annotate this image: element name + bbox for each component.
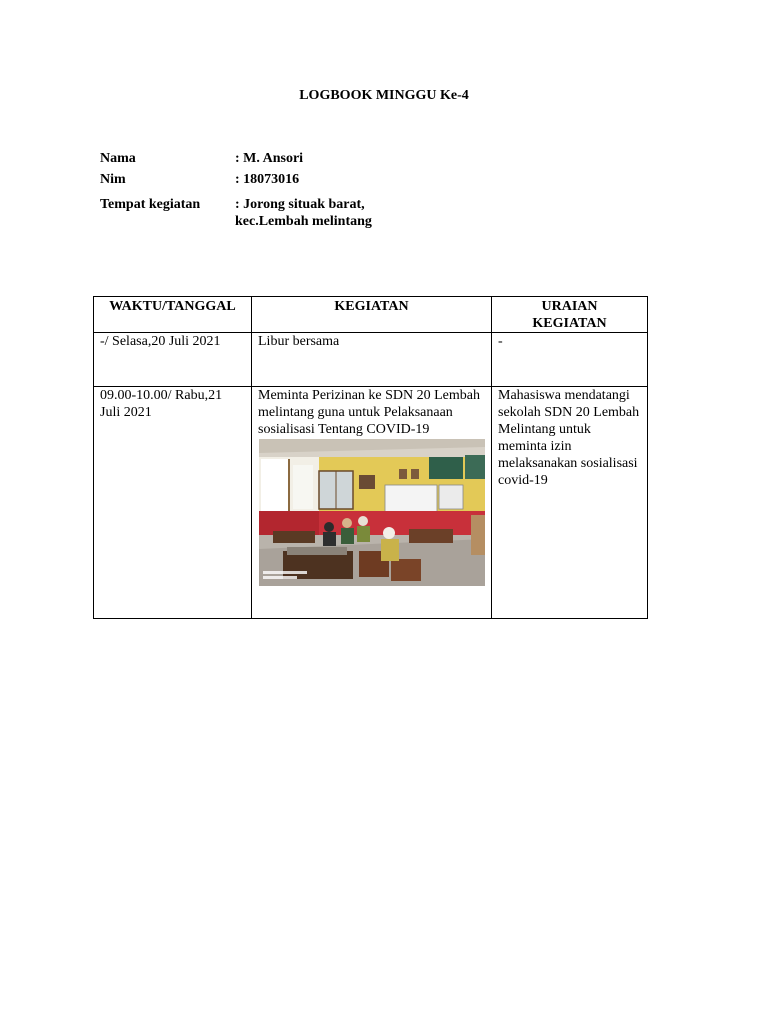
table-header-row <box>94 297 648 333</box>
table-row <box>94 387 648 619</box>
header-waktu: WAKTU/TANGGAL <box>94 297 252 333</box>
cell-uraian: Mahasiswa mendatangi sekolah SDN 20 Lembah Melintang untuk meminta izin melaksanakan sosialisasi covid-19 <box>492 387 648 619</box>
cell-waktu: 09.00-10.00/ Rabu,21 Juli 2021 <box>94 387 252 619</box>
tempat-label: Tempat kegiatan <box>100 197 201 212</box>
classroom-photo <box>259 439 485 586</box>
cell-uraian: - <box>492 333 648 387</box>
page-title: LOGBOOK MINGGU Ke-4 <box>299 88 469 103</box>
cell-kegiatan: Libur bersama <box>252 333 492 387</box>
nama-value: : M. Ansori <box>235 151 304 166</box>
nama-label: Nama <box>100 151 136 166</box>
tempat-value-line2: kec.Lembah melintang <box>235 214 372 229</box>
cell-kegiatan-with-photo <box>252 387 492 619</box>
cell-kegiatan: Meminta Perizinan ke SDN 20 Lembah melintang guna untuk Pelaksanaan sosialisasi Tentang COVID-19 <box>258 388 481 437</box>
header-kegiatan: KEGIATAN <box>252 297 492 333</box>
cell-waktu: -/ Selasa,20 Juli 2021 <box>94 333 252 387</box>
nim-label: Nim <box>100 172 126 187</box>
logbook-table <box>93 296 648 619</box>
header-uraian: URAIAN KEGIATAN <box>492 297 648 333</box>
table-row <box>94 333 648 387</box>
nim-value: : 18073016 <box>235 172 300 187</box>
tempat-value-line1: : Jorong situak barat, <box>235 197 365 212</box>
